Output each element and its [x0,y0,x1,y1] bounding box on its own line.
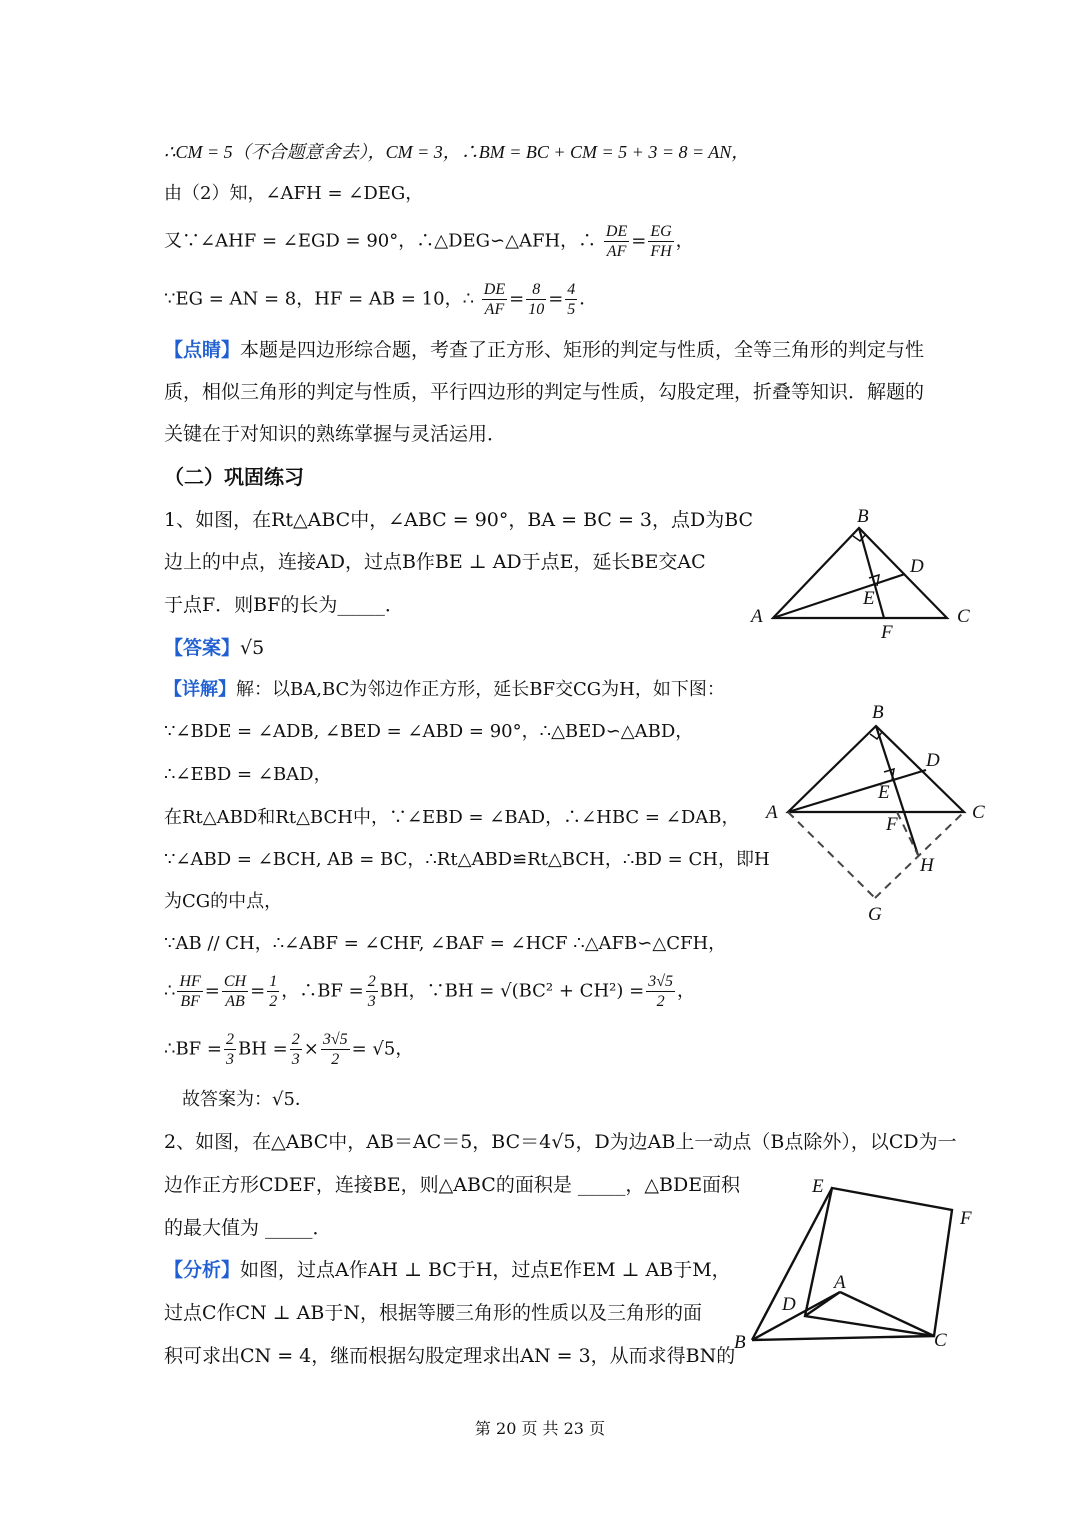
label-G: G [868,904,882,925]
label-C: C [934,1330,947,1351]
analysis-text: 如图，过点A作AH ⊥ BC于H，过点E作EM ⊥ AB于M， [240,1259,731,1281]
detail-text: 解：以BA,BC为邻边作正方形，延长BF交CG为H，如下图： [236,679,725,700]
question-line: 边作正方形CDEF，连接BE，则△ABC的面积是 _____，△BDE面积 [164,1174,741,1196]
fraction: $\frac{EG}{FH}$ [650,223,672,260]
analysis-line [164,1258,731,1282]
figure-square-3 [730,1168,990,1360]
fraction: $\frac{CH}{AB}$ [223,973,247,1010]
fraction: $\frac{DE}{AF}$ [605,223,628,260]
question-line: 1、如图，在Rt△ABC中，∠ABC = 90°，BA = BC = 3，点D为BC [164,509,754,531]
label-A: A [751,606,763,627]
text-fragment: 又∵∠AHF = ∠EGD = 90°，∴△DEG∽△AFH，∴ [164,230,597,252]
section-heading: （二）巩固练习 [164,465,304,489]
detail-line: 为CG的中点， [164,891,283,912]
fraction: $\frac{2}{3}$ [291,1031,300,1068]
detail-line: 在Rt△ABD和Rt△BCH中，∵∠EBD = ∠BAD，∴∠HBC = ∠DAB， [164,807,740,828]
question-line: 2、如图，在△ABC中，AB＝AC＝5，BC＝4√5，D为边AB上一动点（B点除外），以CD为一 [164,1131,957,1153]
fraction: $\frac{2}{3}$ [225,1031,234,1068]
note-line: 关键在于对知识的熟练掌握与灵活运用． [164,423,507,445]
label-F: F [886,814,898,835]
label-F: F [960,1208,972,1229]
detail-line: ∵AB // CH，∴∠ABF = ∠CHF, ∠BAF = ∠HCF ∴△AFB∽△CFH， [164,933,727,954]
analysis-line: 积可求出CN = 4，继而根据勾股定理求出AN = 3，从而求得BN的 [164,1345,736,1367]
fraction: $\frac{1}{2}$ [269,973,278,1010]
fraction: $\frac{3√5}{2}$ [322,1031,348,1068]
label-B: B [872,702,884,723]
text-line: 又∵∠AHF = ∠EGD = 90°，∴△DEG∽△AFH，∴ $\frac{DE}{AF}$ = $\frac{EG}{FH}$ ， [164,223,694,260]
label-A: A [834,1272,846,1293]
label-F: F [881,622,893,643]
analysis-tag: 【分析】 [164,1259,241,1281]
question-line: 边上的中点，连接AD，过点B作BE ⊥ AD于点E，延长BE交AC [164,551,706,573]
fraction: $\frac{2}{3}$ [367,973,376,1010]
note-line: 质，相似三角形的判定与性质，平行四边形的判定与性质，勾股定理，折叠等知识．解题的 [164,381,925,403]
note-tag: 【点睛】 [164,339,241,361]
detail-line [164,1030,413,1069]
label-D: D [782,1294,796,1315]
figure-square-2 [760,698,1000,928]
fraction: $\frac{HF}{BF}$ [179,973,201,1010]
text-line: ∵EG = AN = 8，HF = AB = 10，∴ $\frac{DE}{AF}$ = $\frac{8}{10}$ = $\frac{4}{5}$ ． [164,281,598,318]
text-fragment: × [303,1038,319,1060]
note-line [164,338,924,362]
text-fragment: BH，∵BH = √(BC² + CH²) = [379,980,645,1002]
label-A: A [766,802,778,823]
fraction: $\frac{DE}{AF}$ [483,281,506,318]
detail-line: ∴∠EBD = ∠BAD， [164,764,332,785]
label-E: E [863,588,875,609]
detail-line [164,678,725,702]
label-E: E [812,1176,824,1197]
detail-line: 故答案为：√5． [182,1089,313,1110]
label-B: B [734,1332,746,1353]
label-B: B [857,506,869,527]
question-line: 于点F．则BF的长为_____． [164,594,404,616]
note-text: 本题是四边形综合题，考查了正方形、矩形的判定与性质，全等三角形的判定与性 [240,339,925,361]
detail-tag: 【详解】 [164,679,236,700]
analysis-line: 过点C作CN ⊥ AB于N，根据等腰三角形的性质以及三角形的面 [164,1302,702,1324]
answer-line [164,636,264,660]
text-fragment: ∴BF = [164,1038,222,1060]
label-C: C [972,802,985,823]
figure-triangle-1 [745,500,985,650]
question-line: 的最大值为 _____． [164,1217,332,1239]
text-fragment: ∵EG = AN = 8，HF = AB = 10，∴ [164,288,475,310]
label-E: E [878,782,890,803]
text-fragment: BH = [237,1038,288,1060]
text-line: ∴CM = 5（不合题意舍去），CM = 3，∴BM = BC + CM = 5 + 3 = 8 = AN， [164,142,750,162]
detail-line: ∴ $\frac{HF}{BF}$ = $\frac{CH}{AB}$ = $\frac{1}{2}$ ，∴BF = $\frac{2}{3}$ BH，∵BH = √(BC² + CH²) = $\frac{3√5}{2}$ ， [164,973,695,1010]
page-footer: 第 20 页 共 23 页 [474,1419,606,1438]
detail-line: ∵∠ABD = ∠BCH, AB = BC，∴Rt△ABD≌Rt△BCH，∴BD = CH，即H [164,849,770,870]
fraction: $\frac{3√5}{2}$ [648,973,673,1010]
label-D: D [926,750,940,771]
answer-tag: 【答案】 [164,637,241,659]
text-line: 由（2）知，∠AFH = ∠DEG， [164,183,424,204]
text-fragment: ，∴BF = [281,980,364,1002]
detail-line: ∵∠BDE = ∠ADB, ∠BED = ∠ABD = 90°，∴△BED∽△ABD， [164,721,694,742]
label-H: H [920,855,934,876]
fraction: $\frac{4}{5}$ [567,281,576,318]
label-C: C [957,606,970,627]
label-D: D [910,556,924,577]
answer-value: √5 [240,637,265,659]
fraction: $\frac{8}{10}$ [528,281,545,318]
text-fragment: = √5， [351,1038,414,1060]
